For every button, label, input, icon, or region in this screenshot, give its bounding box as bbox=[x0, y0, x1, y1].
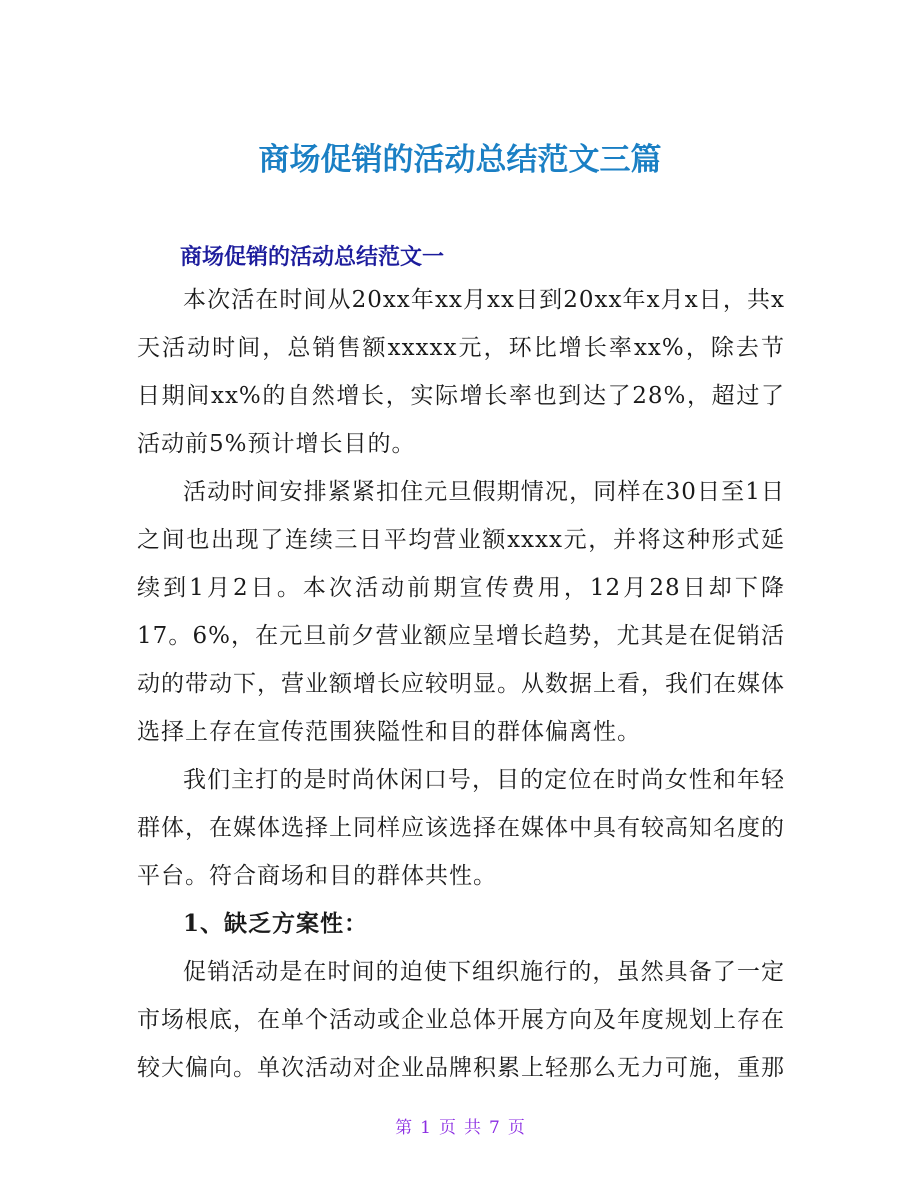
page-number-footer bbox=[0, 1113, 920, 1138]
footer-total-label: 共 bbox=[464, 1118, 481, 1138]
sub-heading: 1、缺乏方案性： bbox=[183, 910, 369, 937]
footer-current-page: 1 bbox=[420, 1118, 431, 1138]
footer-page-label: 页 bbox=[439, 1118, 456, 1138]
document-body bbox=[137, 276, 785, 1092]
footer-suffix: 页 bbox=[507, 1118, 525, 1138]
footer-prefix: 第 bbox=[395, 1118, 413, 1138]
paragraph-3: 我们主打的是时尚休闲口号，目的定位在时尚女性和年轻群体，在媒体选择上同样应该选择在媒体中具有较高知名度的平台。符合商场和目的群体共性。 bbox=[137, 767, 785, 889]
document-title: 商场促销的活动总结范文三篇 bbox=[258, 141, 662, 178]
footer-total-pages: 7 bbox=[489, 1118, 500, 1138]
paragraph-4: 促销活动是在时间的迫使下组织施行的，虽然具备了一定市场根底，在单个活动或企业总体开展方向及年度规划上存在较大偏向。单次活动对企业品牌积累上轻那么无力可施，重那 bbox=[137, 959, 785, 1081]
section-heading: 商场促销的活动总结范文一 bbox=[180, 245, 445, 271]
paragraph-2: 活动时间安排紧紧扣住元旦假期情况，同样在30日至1日之间也出现了连续三日平均营业额xxxx元，并将这种形式延续到1月2日。本次活动前期宣传费用，12月28日却下降17。6%，在元旦前夕营业额应呈增长趋势，尤其是在促销活动的带动下，营业额增长应较明显。从数据上看，我们在媒体选择上存在宣传范围狭隘性和目的群体偏离性。 bbox=[137, 479, 785, 745]
paragraph-1: 本次活在时间从20xx年xx月xx日到20xx年x月x日，共x天活动时间，总销售额xxxxx元，环比增长率xx%，除去节日期间xx%的自然增长，实际增长率也到达了28%，超过了活动前5%预计增长目的。 bbox=[137, 287, 785, 457]
